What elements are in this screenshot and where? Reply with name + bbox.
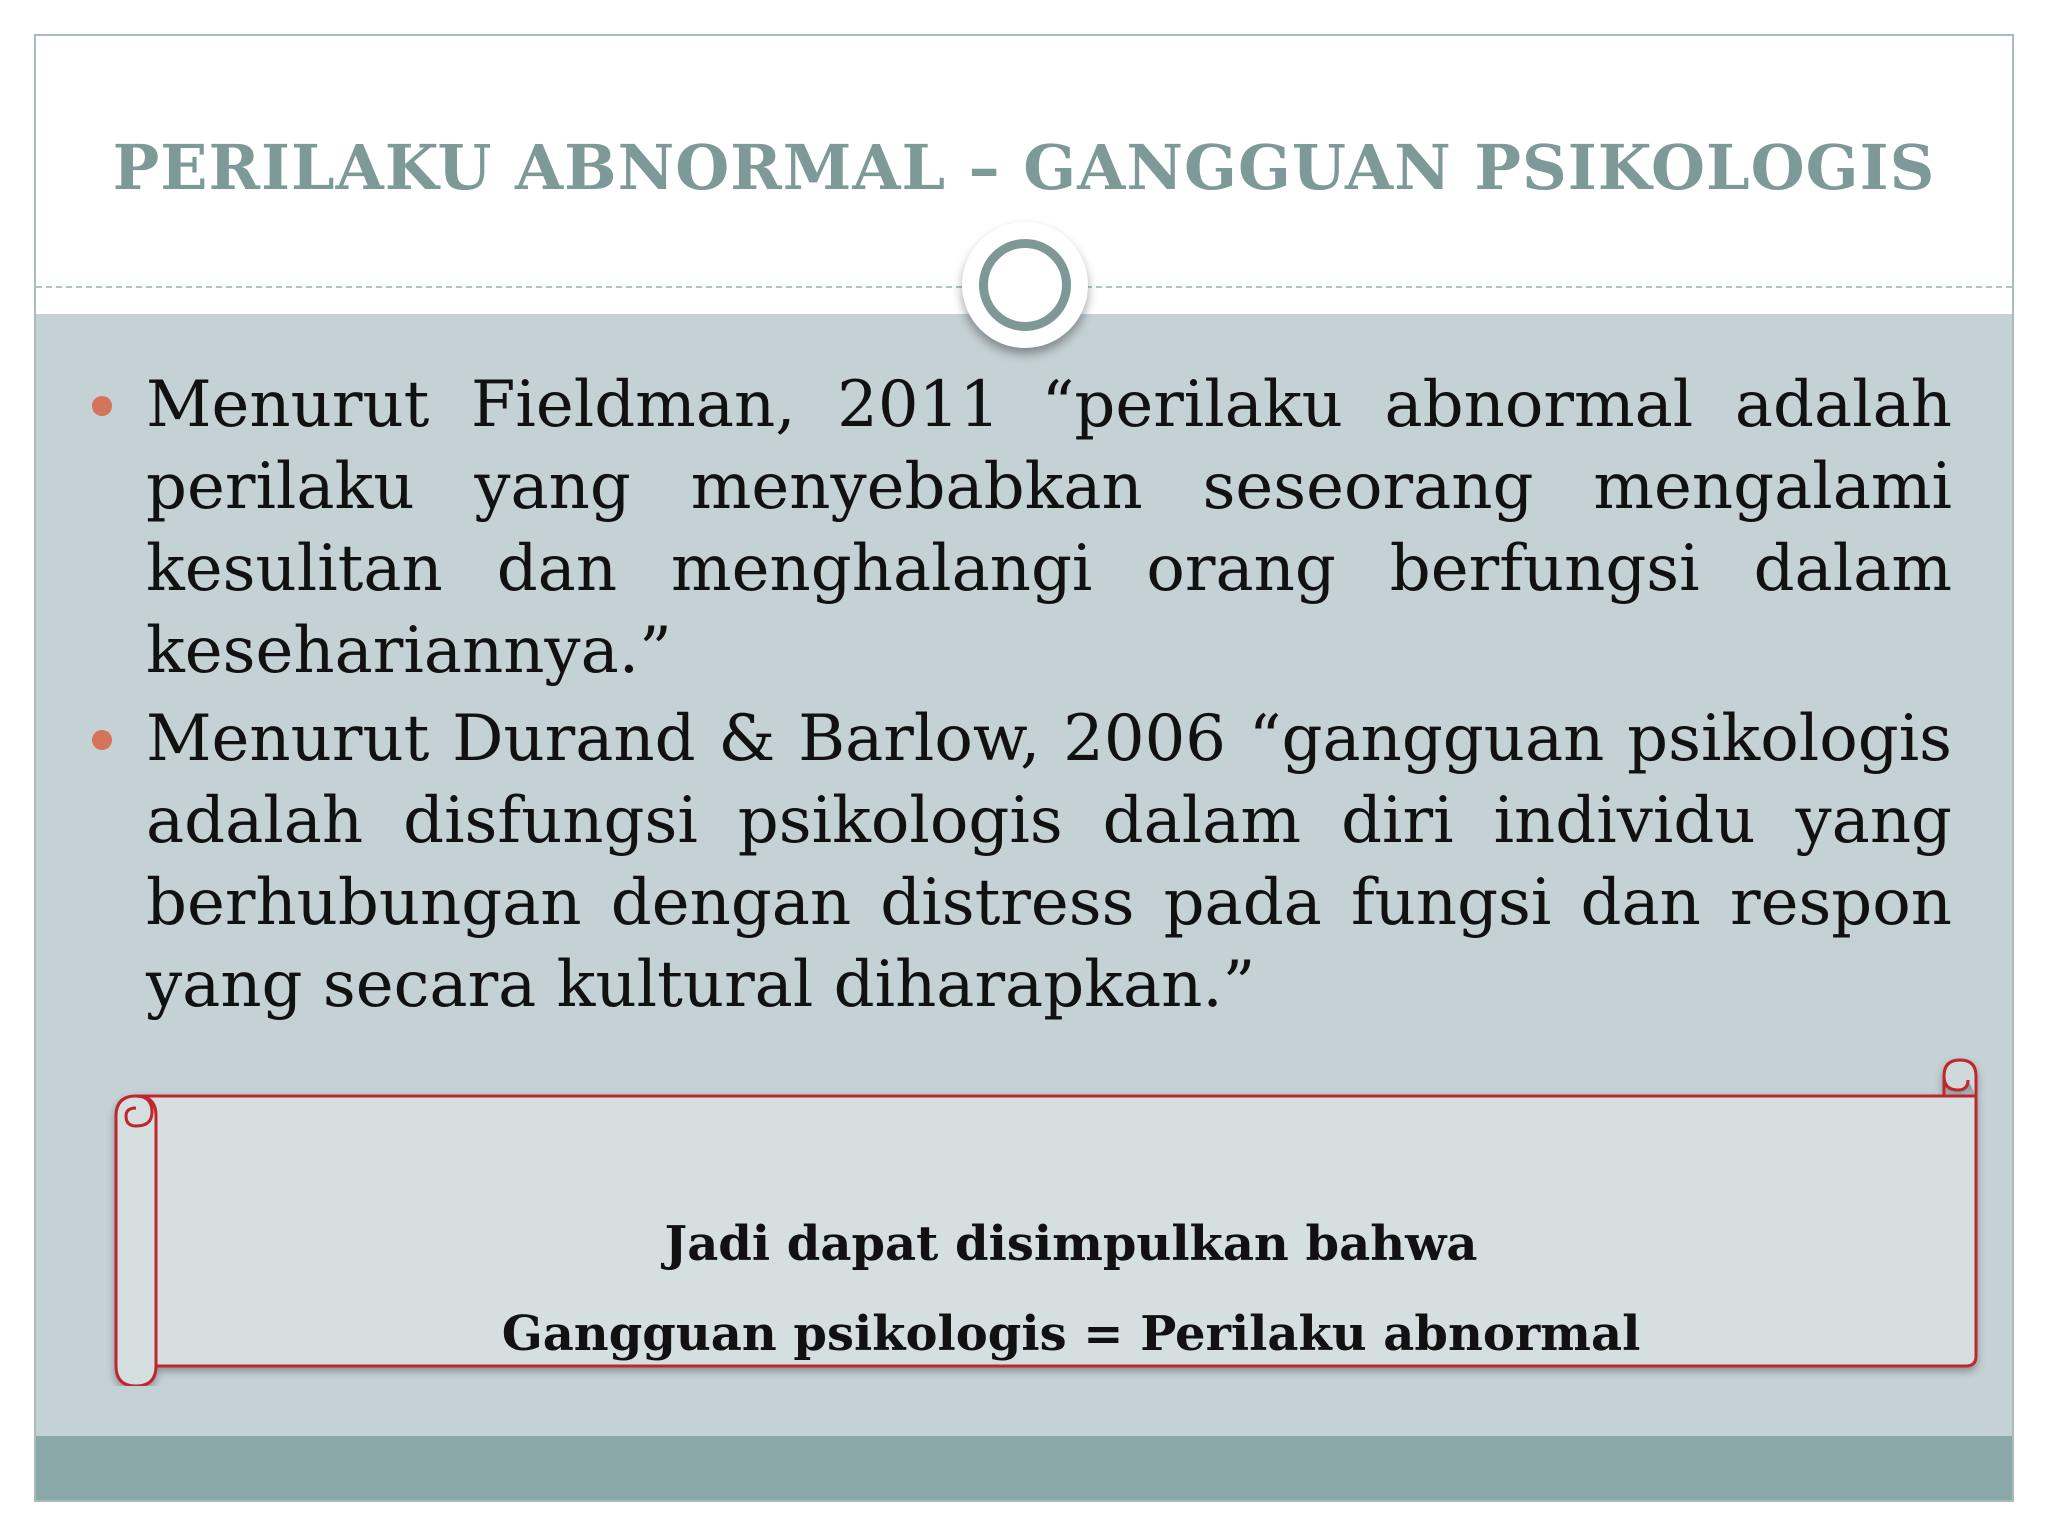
- bullet-list: [146, 364, 1952, 1032]
- conclusion-scroll: [96, 1056, 2006, 1386]
- conclusion-intro: Jadi dapat disimpulkan bahwa: [664, 1216, 1478, 1272]
- bullet-item-durand-barlow: [146, 698, 1952, 1026]
- ring: [979, 239, 1071, 331]
- bullet-dot-icon: [92, 396, 112, 416]
- footer-band: [36, 1436, 2012, 1502]
- conclusion-statement: Gangguan psikologis = Perilaku abnormal: [501, 1306, 1641, 1362]
- bullet-item-fieldman: [146, 364, 1952, 692]
- slide: [34, 34, 2014, 1502]
- bullet-dot-icon: [92, 730, 112, 750]
- circle-ring-icon: [962, 222, 1088, 348]
- bullet-text: Menurut Durand & Barlow, 2006 “gangguan psikologis adalah disfungsi psikologis dalam diri individu yang berhubungan dengan distress pada fungsi dan respon yang secara kultural diharapkan.”: [146, 702, 1952, 1022]
- slide-title: PERILAKU ABNORMAL – GANGGUAN PSIKOLOGIS: [112, 131, 1936, 204]
- bullet-text: Menurut Fieldman, 2011 “perilaku abnormal adalah perilaku yang menyebabkan seseorang mengalami kesulitan dan menghalangi orang berfungsi dalam kesehariannya.”: [146, 368, 1952, 688]
